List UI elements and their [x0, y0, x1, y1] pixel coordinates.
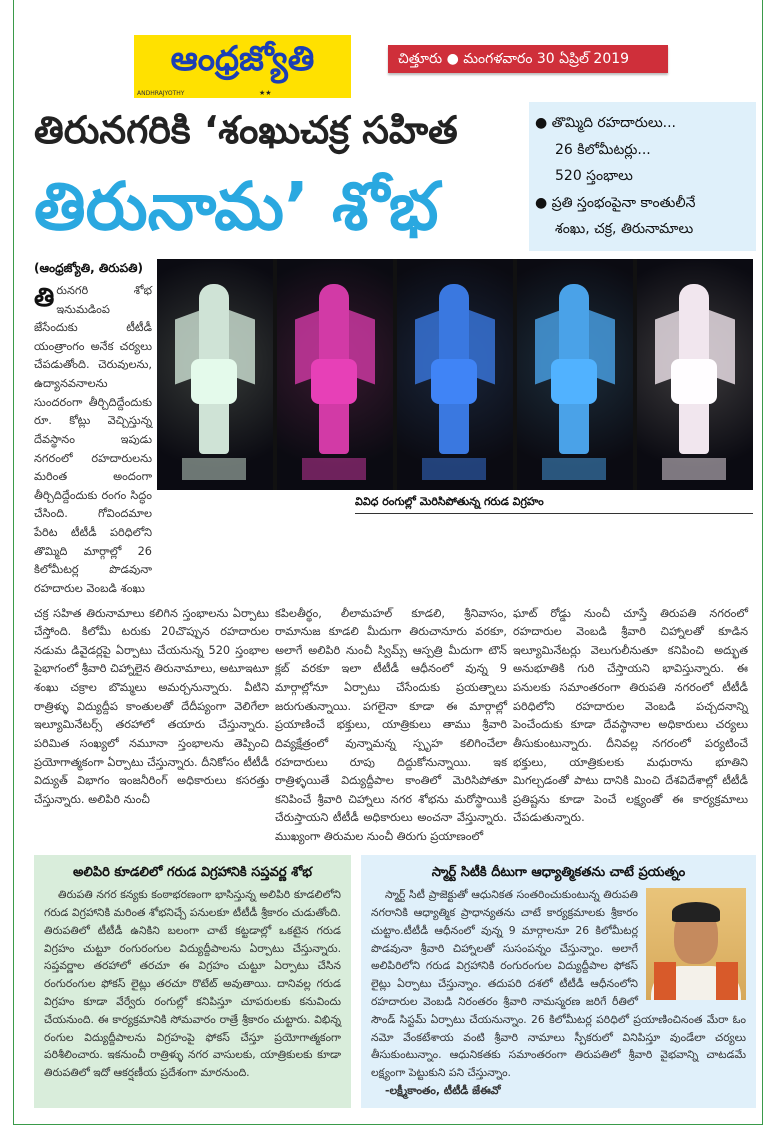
headline-line-1: తిరునగరికి ‘శంఖుచక్ర సహిత [34, 108, 458, 152]
highlight-line: ప్రతి స్తంభంపైనా కాంతులీనే [551, 194, 696, 211]
highlight-line: 26 కిలోమీటర్లు... [555, 141, 651, 158]
article-column-1-bottom: చక్ర సహిత తిరునామాలు కలిగిన స్తంభాలను ఏర్పాటు చేస్తోంది. కిలోమీ టరుకు 20చొప్పున రహదారుల నడుమ డివైడర్లపై ఏర్పాటు చేయనున్న 520 స్తంభాల పైభాగంలో శ్రీవారి చిహ్నాలైన తిరునామాలు, అటూఇటూ శంఖు చక్రాల బొమ్మలు అమర్చనున్నారు. వీటిని రాత్రిళ్ళు విద్యుద్దీప కాంతులతో దేదీప్యంగా వెలిగేలా ఇల్యూమినేటర్స్ తరహాలో తయారు చేస్తున్నారు. పరిమిత సంఖ్యలో నమూనా స్తంభాలను తెప్పించి ప్రయోగాత్మకంగా ఏర్పాటు చేస్తున్నారు. దీనికోసం టీటీడీ విద్యుత్ విభాగం ఇంజనీరింగ్ అధికారులు కసరత్తు చేస్తున్నారు. అలిపిరి నుంచీ [34, 606, 269, 806]
sidebar-body: తిరుపతి నగర కన్యకు కంఠాభరణంగా భాసిస్తున్న అలిపిరి కూడలిలోని గరుడ విగ్రహానికి మరింత శోభనిచ్చే పనులకూ టీటీడీ శ్రీకారం చుడుతోంది. తిరుపతిలో టీటీడీ ఉనికిని బలంగా చాటే కట్టడాల్లో ఒకటైన గరుడ విగ్రహం చుట్టూ రంగురంగుల విద్యుద్దీపాలను ఏర్పాటు చేస్తున్నారు. సప్తవర్ణాల తరహాలో తరచూ ఈ విగ్రహం చుట్టూ ఏర్పాటు చేసిన రంగురంగుల ఫోకస్ లైట్లు తరచూ రొటేట్ అవుతాయి. దానివల్ల గరుడ విగ్రహం కూడా వేర్వేరు రంగుల్లో కనిపిస్తూ చూపరులకు కనువిందు చేయనుంది. ఈ కార్యక్రమానికి సోమవారం రాత్రే శ్రీకారం చుట్టారు. విభిన్న రంగుల విద్యుద్దీపాలను విగ్రహంపై ఫోకస్ చేస్తూ ప్రయోగాత్మకంగా పరిశీలించారు. ఇకనుంచీ రాత్రిళ్ళు నగర వాసులకు, యాత్రికులకు కూడా తిరుపతిలో ఇదో ఆకర్షణీయ ప్రదేశంగా మారనుంది. [44, 888, 341, 1080]
highlight-line: 520 స్తంభాలు [555, 168, 633, 185]
highlight-item [535, 190, 750, 217]
bullet-icon: ● [535, 194, 548, 211]
article-text: రునగరి శోభ ఇనుమడింప జేసేందుకు టీటీడీ యంత్రాంగం అనేక చర్యలు చేపడుతోంది. చెరువులను, ఉద్యానవనాలను సుందరంగా తీర్చిదిద్దేందుకు రూ. కోట్లు వెచ్చిస్తున్న దేవస్థానం ఇపుడు నగరంలో రహదారులను మరింత అందంగా తీర్చిదిద్దేందుకు రంగం సిద్ధం చేసింది. గోవిందమాల పేరిట టీటీడీ పరిధిలోని తొమ్మిది మార్గాల్లో 26 కిలోమీటర్ల పొడవునా రహదారుల వెంబడి శంఖు [34, 283, 152, 595]
logo-text: ఆంధ్రజ్యోతి [170, 39, 315, 79]
masthead [34, 35, 756, 98]
headline-row [34, 102, 756, 255]
statue-photo-panel [277, 259, 393, 490]
byline: (ఆంధ్రజ్యోతి, తిరుపతి) [34, 260, 143, 275]
statue-photo-panel [397, 259, 513, 490]
logo-stars: ★★ [259, 89, 272, 97]
sidebar-body: స్మార్ట్ సిటీ ప్రాజెక్టుతో ఆధునికత సంతరించుకుంటున్న తిరుపతి నగరానికి ఆధ్యాత్మిక ప్రాధాన్యతను చాటే కార్యక్రమాలకు శ్రీకారం చుట్టాం.టీటీడీ ఆధీనంలో వున్న 9 మార్గాలనూ 26 కిలోమీటర్ల పొడవునా శ్రీవారి చిహ్నాలతో సుసంపన్నం చేస్తున్నాం. అలాగే అలిపిరిలోని గరుడ విగ్రహానికి రంగురంగుల విద్యుద్దీపాల ఫోకస్ లైట్లు ఏర్పాటు చేస్తున్నాం. తదుపరి దశలో టీటీడీ ఆధీనంలోని రహదారుల వెంబడి నిరంతరం శ్రీవారి నామస్మరణ జరిగే రీతిలో సౌండ్ సిస్టమ్ ఏర్పాటు చేయనున్నాం. 26 కిలోమీటర్ల పరిధిలో ప్రయాణించినంత మేరా ఓం నమో వేంకటేశాయ వంటి శ్రీవారి నామాలు స్పీకరులో వినిపిస్తూ వుండేలా చర్యలు తీసుకుంటున్నాం. ఆధునికతకు సమాంతరంగా తిరుపతిలో శ్రీవారి వైభవాన్ని చాటడమే లక్ష్యంగా పెట్టుకుని పని చేస్తున్నాం. [371, 888, 746, 1080]
bullet-icon: ● [535, 115, 548, 131]
quote-signature: -లక్ష్మీకాంతం, టీటీడీ జేఈవో [385, 1084, 501, 1098]
sidebar-title: అలిపిరి కూడలిలో గరుడ విగ్రహానికి సప్తవర్ణ శోభ [72, 864, 313, 880]
article-column-2: కపిలతీర్థం, లీలామహల్ కూడలి, శ్రీనివాసం, రామానుజ కూడలి మీదుగా తిరుచానూరు వరకూ, అలాగే అలిపిరి నుంచీ స్విమ్స్ ఆస్పత్రి మీదుగా టౌన్ క్లబ్ వరకూ ఇలా టీటీడీ ఆధీనంలో వున్న 9 మార్గాల్లోనూ ఏర్పాటు చేసేందుకు ప్రయత్నాలు జరుగుతున్నాయి. పగలైనా కూడా ఈ మార్గాల్లో ప్రయాణించే భక్తులు, యాత్రికులు తాము శ్రీవారి దివ్యక్షేత్రంలో వున్నామన్న స్పృహ కలిగించేలా రహదారులు రూపు దిద్దుకోనున్నాయి. ఇక రాత్రిళ్ళయితే విద్యుద్దీపాల కాంతిలో మెరిసిపోతూ కనిపించే శ్రీవారి చిహ్నాలు నగర శోభను మరోస్థాయికి చేరుస్తాయని టీటీడీ అధికారులు అంచనా వేస్తున్నారు. ముఖ్యంగా తిరుమల నుంచీ తిరుగు ప్రయాణంలో [275, 606, 507, 843]
logo-subtitle: ANDHRAJYOTHY [137, 90, 185, 97]
highlights-box [529, 102, 756, 251]
highlight-line: తొమ్మిది రహదారులు... [551, 115, 677, 131]
sidebar-article-garuda [34, 855, 351, 1108]
separator-dot: ● [446, 51, 459, 67]
photo-row [34, 259, 756, 599]
edition-date-bar [388, 45, 668, 73]
headline [34, 102, 524, 255]
headline-line-2: తిరునామ’ శోభ [34, 168, 439, 245]
sidebar-article-smart-city [361, 855, 756, 1108]
edition-name: చిత్తూరు [398, 51, 443, 67]
newspaper-page [13, 0, 763, 1125]
garuda-statue-photo-strip [157, 259, 753, 490]
drop-cap: తి [34, 282, 55, 313]
highlight-line: శంఖు, చక్ర, తిరునామాలు [555, 221, 694, 238]
statue-photo-panel [517, 259, 633, 490]
sidebar-boxes [34, 855, 756, 1108]
highlight-item [535, 110, 750, 137]
official-portrait [646, 888, 746, 1000]
statue-photo-panel [637, 259, 753, 490]
statue-photo-panel [157, 259, 273, 490]
article-column-1-top-wrap [34, 259, 152, 599]
article-column-3: ఘాట్ రోడ్డు నుంచీ చూస్తే తిరుపతి నగరంలో రహదారుల వెంబడి శ్రీవారి చిహ్నాలతో కూడిన ఇల్యూమినేటర్లు వెలుగులీనుతూ కనిపించి అద్భుత అనుభూతికి గురి చేస్తాయని భావిస్తున్నారు. ఈ పనులకు సమాంతరంగా తిరుపతి నగరంలో టీటీడీ పరిధిలోని రహదారుల వెంబడి పచ్చదనాన్ని పెంచేందుకు కూడా దేవస్థానాల అధికారులు చర్యలు తీసుకుంటున్నారు. దీనివల్ల నగరంలో పర్యటించే భక్తులు, యాత్రికులకు మధురాను భూతిని మిగల్చడంతో పాటు దానికి మించి దేశవిదేశాల్లో టీటీడీ ప్రతిష్టను కూడా పెంచే లక్ష్యంతో ఈ కార్యక్రమాలు చేపడుతున్నారు. [513, 606, 748, 825]
sidebar-title: స్మార్ట్ సిటీకి దీటుగా ఆధ్యాత్మికతను చాటే ప్రయత్నం [431, 864, 686, 880]
edition-date: మంగళవారం 30 ఏప్రిల్ 2019 [463, 51, 630, 67]
article-column-1-top [34, 282, 152, 599]
photo-block [157, 259, 753, 515]
newspaper-logo [134, 35, 351, 98]
article-columns [34, 605, 756, 847]
photo-caption: వివిధ రంగుల్లో మెరిసిపోతున్న గరుడ విగ్రహం [355, 493, 753, 515]
